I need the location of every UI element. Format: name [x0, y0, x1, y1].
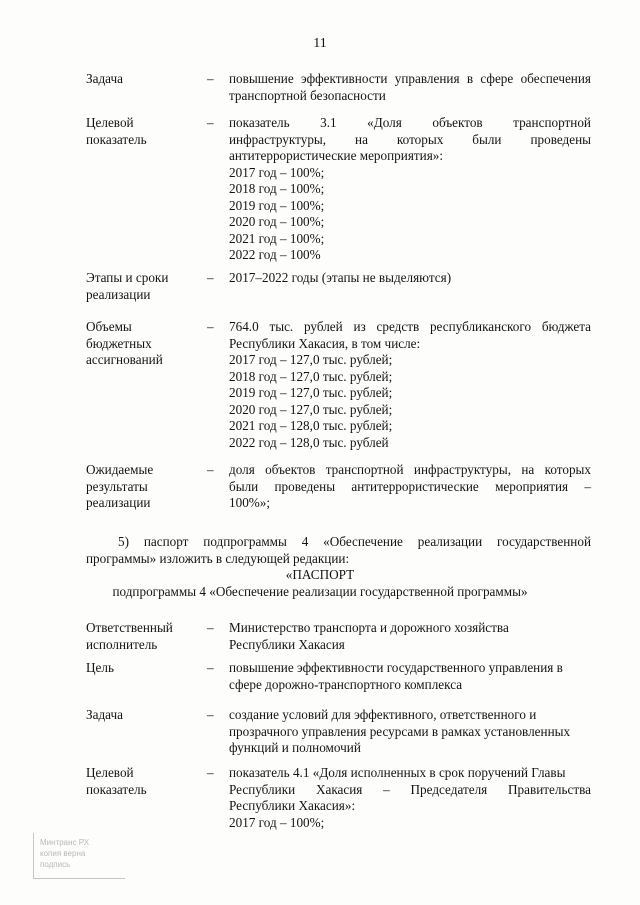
row-content-line: прозрачного управления ресурсами в рамках установленных: [229, 723, 571, 739]
row-content-line: показатель 3.1 «Доля объектов транспортной: [229, 115, 591, 130]
row-label-line: Ожидаемые: [86, 462, 154, 477]
page-number: 11: [313, 36, 327, 51]
row-label: [86, 707, 201, 724]
row-content-line: 2017 год – 127,0 тыс. рублей;: [229, 352, 393, 367]
passport-title: «ПАСПОРТ: [285, 567, 355, 582]
row-content-line: 2017–2022 годы (этапы не выделяются): [229, 270, 452, 285]
row-label-line: показатель: [86, 131, 147, 147]
row-label: [86, 765, 201, 798]
row-content-line: 2020 год – 127,0 тыс. рублей;: [229, 401, 393, 417]
row-label-line: исполнитель: [86, 636, 158, 652]
row-label-line: Задача: [86, 707, 123, 722]
stamp-line: копия верна: [40, 849, 86, 858]
row-content: [229, 270, 591, 287]
row-label: [86, 270, 201, 303]
row-label: [86, 115, 201, 148]
row-content-line: Министерство транспорта и дорожного хозяйства: [229, 620, 509, 635]
row-label: [86, 660, 201, 677]
stamp-line: подпись: [40, 860, 71, 869]
row-label-line: Этапы и сроки: [86, 270, 169, 285]
row-content-line: 2020 год – 100%;: [229, 214, 325, 229]
row-content-line: Республики Хакасия, в том числе:: [229, 335, 421, 351]
row-label-line: результаты: [86, 478, 148, 494]
row-content-line: 2017 год – 100%;: [229, 164, 325, 180]
row-content-line: 2017 год – 100%;: [229, 814, 325, 830]
row-dash: –: [207, 620, 214, 635]
row-dash: –: [207, 71, 214, 86]
row-content-line: 2018 год – 127,0 тыс. рублей;: [229, 368, 393, 384]
row-content-line: функций и полномочий: [229, 740, 361, 755]
row-dash: –: [207, 765, 214, 780]
row-label: [86, 462, 201, 512]
row-content-line: 764.0 тыс. рублей из средств республиканского бюджета: [229, 319, 591, 334]
row-label-line: Объемы: [86, 319, 132, 334]
row-label: [86, 319, 201, 369]
stamp-line: Минтранс РХ: [40, 838, 90, 847]
row-dash: –: [207, 270, 214, 285]
row-label-line: реализации: [86, 286, 151, 302]
row-content-line: 2022 год – 128,0 тыс. рублей: [229, 434, 389, 450]
row-label-line: Задача: [86, 71, 123, 86]
row-label: [86, 620, 201, 653]
row-content: [229, 462, 591, 512]
row-content: [229, 71, 591, 104]
row-dash: –: [207, 707, 214, 722]
stamp: [33, 833, 125, 879]
row-content-line: 2018 год – 100%;: [229, 181, 325, 196]
row-content-line: транспортной безопасности: [229, 87, 386, 103]
row-content-line: сфере дорожно-транспортного комплекса: [229, 676, 463, 692]
row-content-line: были проведены антитеррористические мероприятия –: [229, 478, 591, 494]
row-content: [229, 660, 591, 693]
row-content-line: 2019 год – 100%;: [229, 197, 325, 213]
row-content: [229, 319, 591, 451]
row-content-line: инфраструктуры, на которых были проведены: [229, 131, 591, 147]
row-content-line: Республики Хакасия»:: [229, 798, 356, 813]
row-content-line: доля объектов транспортной инфраструктуры, на которых: [229, 462, 591, 477]
row-dash: –: [207, 115, 214, 130]
row-dash: –: [207, 462, 214, 477]
row-label-line: Целевой: [86, 115, 134, 130]
row-content-line: 2022 год – 100%: [229, 247, 321, 262]
row-label-line: бюджетных: [86, 335, 152, 351]
row-content: [229, 620, 591, 653]
row-content-line: 2021 год – 100%;: [229, 230, 325, 246]
row-content-line: 100%»;: [229, 495, 271, 510]
row-content-line: 2021 год – 128,0 тыс. рублей;: [229, 418, 393, 433]
row-content: [229, 765, 591, 831]
row-label-line: Цель: [86, 660, 114, 675]
passport-subtitle: подпрограммы 4 «Обеспечение реализации государственной программы»: [112, 584, 528, 599]
intro-paragraph: 5) паспорт подпрограммы 4 «Обеспечение реализации государственной программы» изложить в следующей редакции:: [86, 534, 591, 566]
row-content: [229, 115, 591, 264]
row-label: [86, 71, 201, 88]
row-content-line: Республики Хакасия – Председателя Правительства: [229, 781, 591, 797]
row-content-line: повышение эффективности государственного управления в: [229, 660, 563, 675]
row-content-line: показатель 4.1 «Доля исполненных в срок поручений Главы: [229, 765, 566, 780]
row-content-line: повышение эффективности управления в сфере обеспечения: [229, 71, 591, 86]
row-content: [229, 707, 591, 757]
row-content-line: создание условий для эффективного, ответственного и: [229, 707, 537, 722]
row-content-line: Республики Хакасия: [229, 636, 345, 652]
row-label-line: реализации: [86, 495, 151, 510]
row-label-line: ассигнований: [86, 352, 163, 367]
row-content-line: антитеррористические мероприятия»:: [229, 148, 444, 163]
row-label-line: Ответственный: [86, 620, 173, 635]
row-dash: –: [207, 319, 214, 334]
row-label-line: показатель: [86, 781, 147, 797]
row-label-line: Целевой: [86, 765, 134, 780]
row-content-line: 2019 год – 127,0 тыс. рублей;: [229, 385, 393, 400]
row-dash: –: [207, 660, 214, 675]
